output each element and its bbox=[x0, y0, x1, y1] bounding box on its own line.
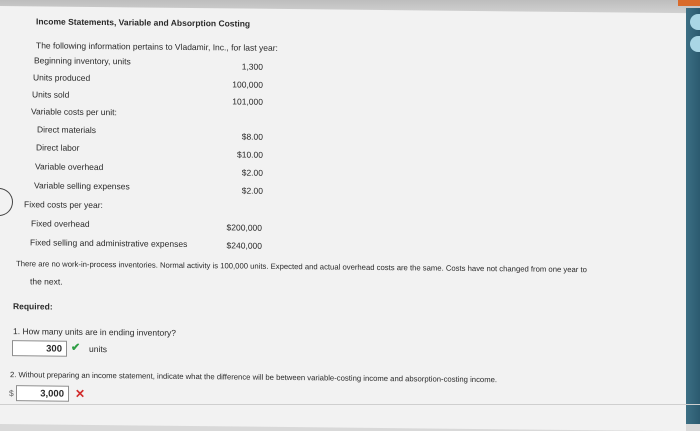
corner-badge bbox=[678, 0, 700, 6]
note-line-2: the next. bbox=[30, 276, 63, 287]
divider bbox=[0, 404, 700, 405]
beginning-inventory-value: 1,300 bbox=[241, 61, 263, 72]
question-1-answer-input[interactable]: 300 bbox=[12, 340, 67, 357]
direct-labor-label: Direct labor bbox=[36, 142, 80, 153]
fixed-overhead-label: Fixed overhead bbox=[31, 218, 90, 229]
direct-materials-value: $8.00 bbox=[241, 131, 263, 142]
units-produced-label: Units produced bbox=[33, 72, 91, 83]
variable-selling-label: Variable selling expenses bbox=[34, 180, 130, 192]
direct-labor-value: $10.00 bbox=[237, 149, 263, 160]
direct-materials-label: Direct materials bbox=[37, 124, 97, 136]
side-panel bbox=[686, 8, 700, 424]
question-1-text: 1. How many units are in ending inventory? bbox=[13, 326, 177, 338]
problem-panel bbox=[0, 6, 686, 431]
units-sold-label: Units sold bbox=[32, 89, 70, 100]
cross-icon: ✕ bbox=[75, 386, 86, 401]
question-2-answer-input[interactable]: 3,000 bbox=[16, 385, 69, 402]
side-tab-second[interactable] bbox=[690, 36, 700, 52]
beginning-inventory-label: Beginning inventory, units bbox=[34, 55, 131, 67]
side-tab-top[interactable] bbox=[690, 14, 700, 30]
variable-costs-heading: Variable costs per unit: bbox=[31, 106, 117, 118]
problem-title: Income Statements, Variable and Absorption Costing bbox=[36, 16, 251, 29]
variable-overhead-value: $2.00 bbox=[241, 167, 263, 178]
units-produced-value: 100,000 bbox=[232, 79, 263, 90]
fixed-costs-heading: Fixed costs per year: bbox=[24, 199, 103, 211]
note-line-1: There are no work-in-process inventories. Normal activity is 100,000 units. Expected and actual overhead costs are the same. Costs have not changed from one year to bbox=[16, 259, 587, 275]
variable-overhead-label: Variable overhead bbox=[35, 161, 104, 173]
check-icon: ✔ bbox=[71, 341, 81, 354]
currency-symbol: $ bbox=[9, 388, 14, 399]
units-sold-value: 101,000 bbox=[232, 96, 263, 107]
question-1-unit: units bbox=[89, 343, 107, 355]
fixed-selling-label: Fixed selling and administrative expenses bbox=[30, 237, 188, 249]
fixed-selling-value: $240,000 bbox=[226, 240, 262, 251]
intro-text: The following information pertains to Vladamir, Inc., for last year: bbox=[36, 40, 278, 53]
question-2-text: 2. Without preparing an income statement, indicate what the difference will be between variable-costing income and absorption-costing income. bbox=[10, 370, 498, 385]
fixed-overhead-value: $200,000 bbox=[226, 222, 262, 233]
required-label: Required: bbox=[13, 301, 53, 312]
variable-selling-value: $2.00 bbox=[241, 185, 263, 196]
